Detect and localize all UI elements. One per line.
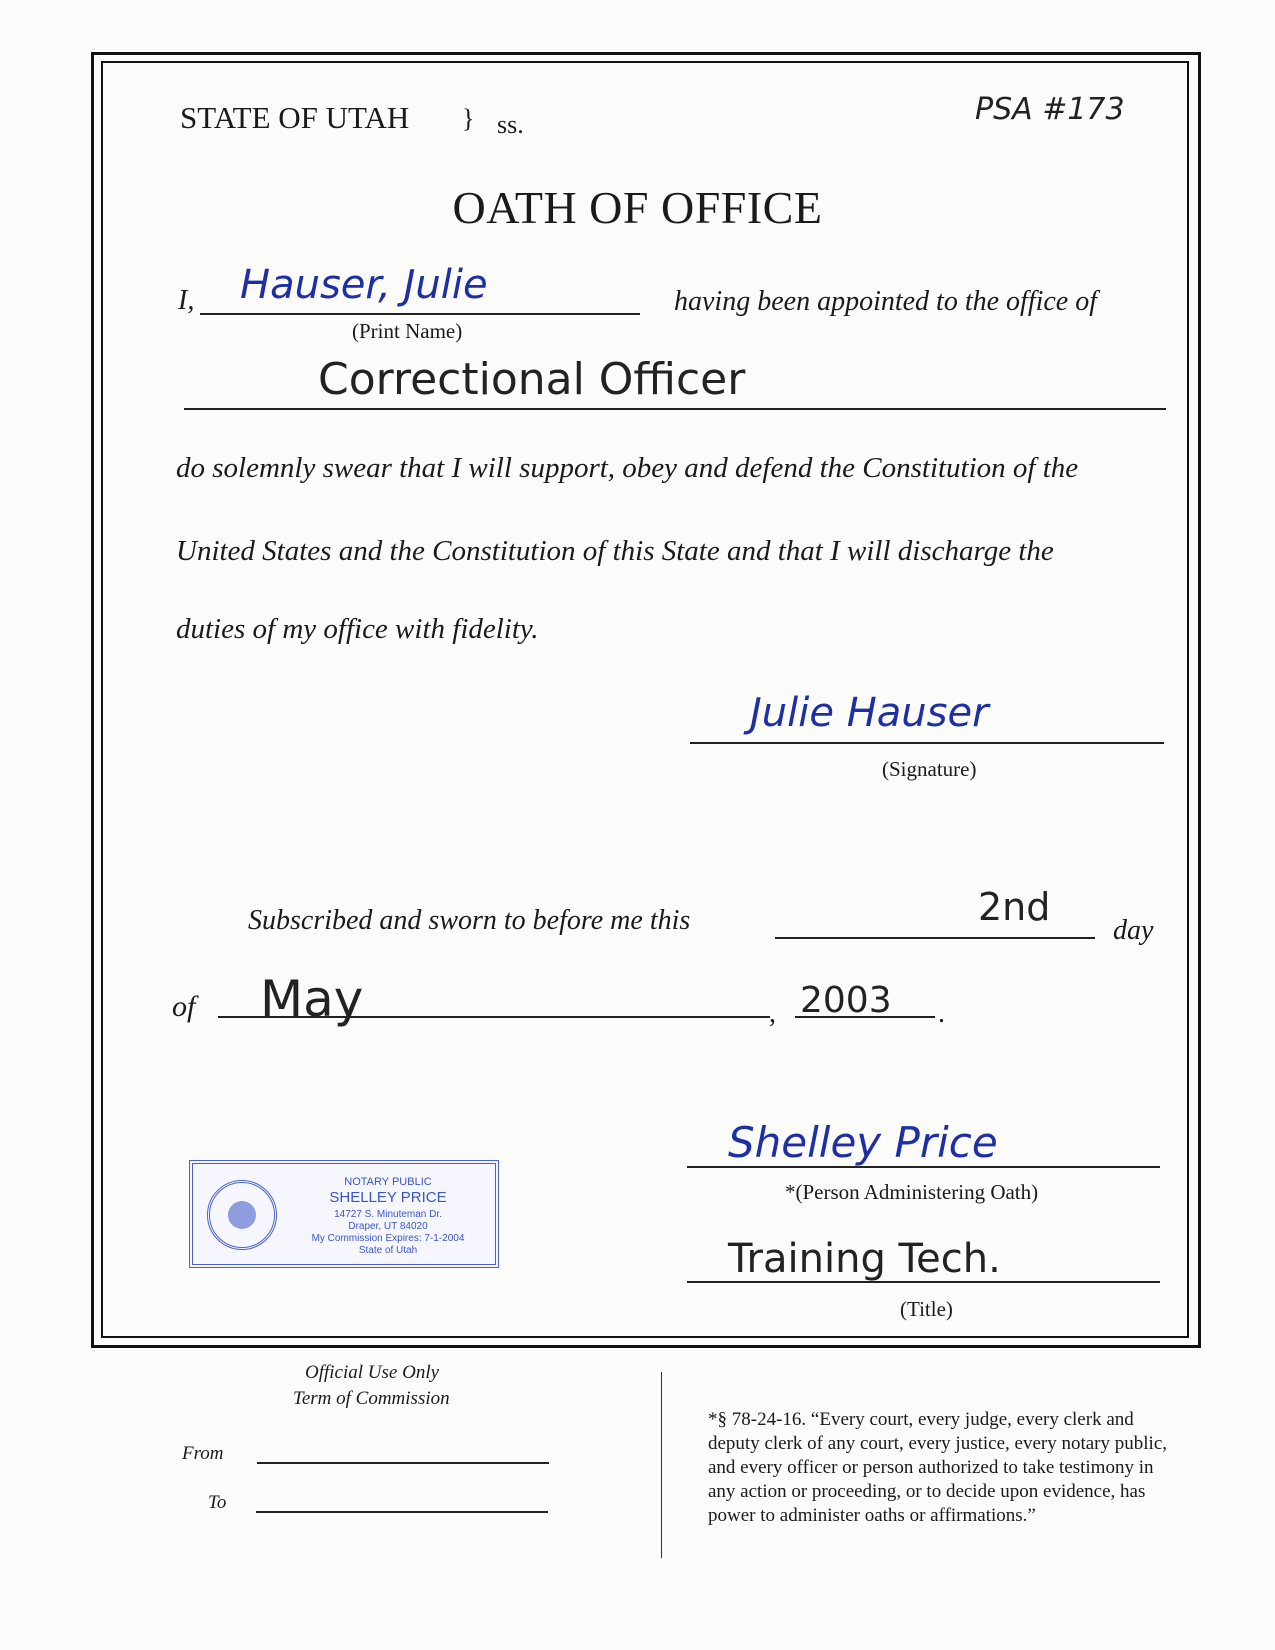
document-title: OATH OF OFFICE xyxy=(452,182,823,233)
statute-line-4: any action or proceeding, or to decide upon evidence, has xyxy=(708,1481,1146,1502)
statute-line-3: and every officer or person authorized to take testimony in xyxy=(708,1457,1154,1478)
official-use-heading: Official Use Only xyxy=(305,1362,440,1383)
day-value: 2nd xyxy=(978,885,1051,929)
oath-line-3: duties of my office with fidelity. xyxy=(176,613,539,645)
oath-signature: Julie Hauser xyxy=(750,690,989,736)
name-prefix: I, xyxy=(178,285,195,316)
print-name-label: (Print Name) xyxy=(352,319,463,343)
stamp-line-6: State of Utah xyxy=(358,1245,418,1256)
reference-number: PSA #173 xyxy=(975,92,1125,127)
stamp-line-2: SHELLEY PRICE xyxy=(329,1189,447,1206)
administrator-title: Training Tech. xyxy=(728,1236,1001,1282)
venue-brace: } xyxy=(462,104,475,133)
year-period: . xyxy=(938,998,945,1029)
oath-line-2: United States and the Constitution of this State and that I will discharge the xyxy=(176,535,1054,567)
printed-name: Hauser, Julie xyxy=(240,262,488,308)
title-label: (Title) xyxy=(900,1297,953,1321)
month-comma: , xyxy=(769,998,776,1029)
statute-line-2: deputy clerk of any court, every justice, every notary public, xyxy=(708,1433,1167,1454)
day-line xyxy=(775,937,1095,939)
administrator-signature: Shelley Price xyxy=(728,1118,998,1167)
subscribed-text: Subscribed and sworn to before me this xyxy=(248,905,691,936)
stamp-line-4: Draper, UT 84020 xyxy=(348,1221,428,1232)
of-label: of xyxy=(172,990,196,1023)
statute-line-1: *§ 78-24-16. “Every court, every judge, every clerk and xyxy=(708,1409,1134,1430)
venue-ss: ss. xyxy=(497,110,524,139)
stamp-line-3: 14727 S. Minuteman Dr. xyxy=(334,1209,442,1220)
oath-line-1: do solemnly swear that I will support, obey and defend the Constitution of the xyxy=(176,452,1079,484)
state-seal-icon xyxy=(207,1180,277,1250)
office-line xyxy=(184,408,1166,410)
signature-label: (Signature) xyxy=(882,757,977,781)
appointed-text: having been appointed to the office of xyxy=(674,286,1098,317)
administrator-label: *(Person Administering Oath) xyxy=(785,1180,1039,1204)
from-line xyxy=(257,1462,549,1464)
administrator-line xyxy=(687,1166,1160,1168)
office-title: Correctional Officer xyxy=(318,354,746,405)
state-heading: STATE OF UTAH xyxy=(180,100,410,135)
from-label: From xyxy=(182,1443,224,1464)
stamp-line-1: NOTARY PUBLIC xyxy=(344,1176,432,1188)
notary-stamp xyxy=(189,1160,499,1268)
year-value: 2003 xyxy=(800,980,892,1021)
name-line xyxy=(200,313,640,315)
day-label: day xyxy=(1113,915,1154,946)
to-label: To xyxy=(208,1492,227,1513)
bottom-divider xyxy=(661,1372,662,1558)
title-line xyxy=(687,1281,1160,1283)
signature-line xyxy=(690,742,1164,744)
month-value: May xyxy=(260,970,364,1028)
statute-line-5: power to administer oaths or affirmations.” xyxy=(708,1505,1036,1526)
stamp-line-5: My Commission Expires: 7-1-2004 xyxy=(311,1233,465,1244)
term-heading: Term of Commission xyxy=(293,1388,450,1409)
to-line xyxy=(256,1511,548,1513)
inner-border xyxy=(101,61,1189,1338)
